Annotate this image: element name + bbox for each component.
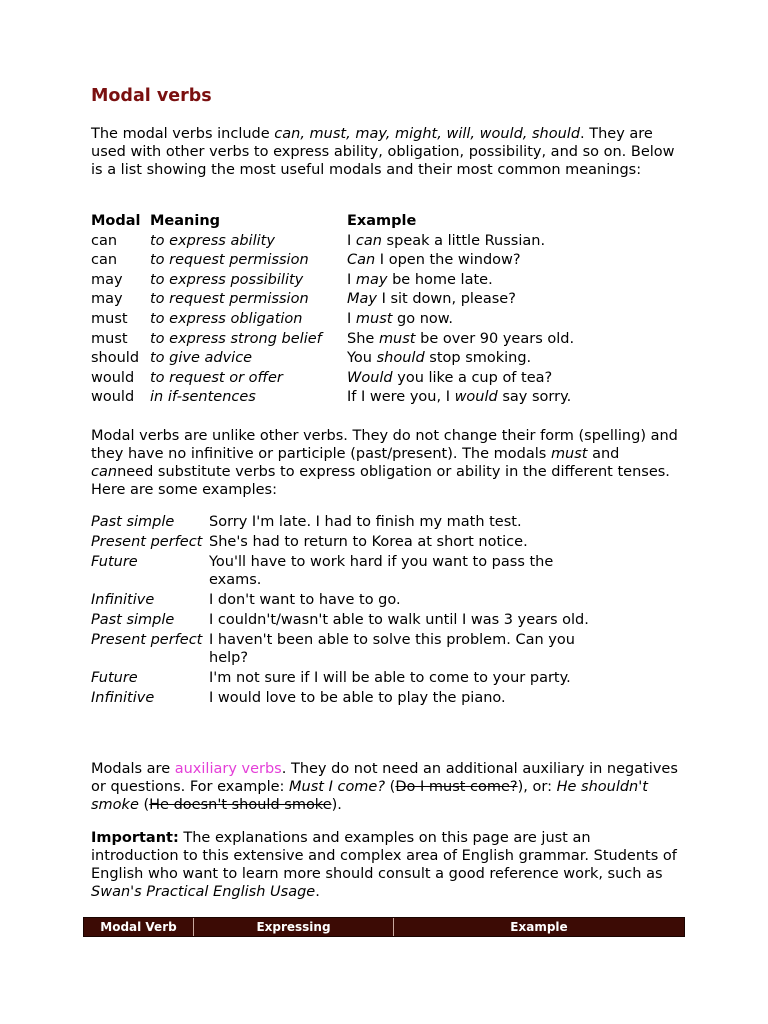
modal-table-header [89,213,577,233]
modal-table-row [89,370,577,390]
para2-text-2: need substitute verbs to express obligation or ability in the different tenses. Here are some examples: [91,464,670,498]
modal-cell: must [91,330,128,347]
tense-form-cell: Future [91,554,138,570]
header-meaning: Meaning [150,213,221,229]
auxiliary-paragraph [91,760,681,814]
example-modal: must [355,310,393,327]
example-cell [345,350,577,370]
tense-forms-table [89,513,607,709]
example-post: be home late. [387,271,493,288]
example-pre: She [347,330,379,347]
para2-text-1: Modal verbs are unlike other verbs. They do not change their form (spelling) and they have no infinitive or participle (past/present). The modals [91,428,678,462]
meaning-cell: to express obligation [150,310,303,327]
example-post: speak a little Russian. [381,232,546,249]
tense-form-row [89,591,607,611]
example-modal: Can [347,252,376,269]
tense-example-cell: She's had to return to Korea at short notice. [209,534,528,550]
example-modal: should [376,350,425,367]
tense-form-row [89,513,607,533]
example-post: I open the window? [375,252,521,269]
example-pre: I [347,232,356,249]
modal-cell: can [91,232,118,249]
tense-form-cell: Infinitive [91,690,155,706]
example-post: say sorry. [497,389,572,406]
para4-text-1: The explanations and examples on this page are just an introduction to this extensive and complex area of English grammar. Students of English who want to learn more should consult a good reference work, such as [91,830,677,882]
tense-form-cell: Present perfect [91,632,203,648]
book-title: Swan's Practical English Usage [91,884,316,900]
modal-table-row [89,389,577,409]
substitute-paragraph [91,427,681,499]
meaning-cell: in if-sentences [150,389,256,406]
meaning-cell: to give advice [150,350,253,367]
example-pre: I [347,310,356,327]
para3-wrong-2: He doesn't should smoke [149,797,332,813]
example-cell [345,311,577,331]
example-post: go now. [392,310,453,327]
tense-example-cell: I couldn't/wasn't able to walk until I was 3 years old. [209,612,589,628]
modal-cell: should [91,350,140,367]
tense-form-row [89,533,607,553]
column-expressing: Expressing [194,918,394,936]
para2-and: and [587,446,620,462]
modal-cell: may [91,271,123,288]
column-modal-verb: Modal Verb [84,918,194,936]
example-post: you like a cup of tea? [392,369,553,386]
modal-cell: must [91,310,128,327]
modal-table-row [89,252,577,272]
intro-text-2: . They are used with other verbs to express ability, obligation, possibility, and so on. Below is a list showing the most useful modals and their most common meanings: [91,126,675,178]
meaning-cell: to request permission [150,291,309,308]
para2-must: must [550,446,588,462]
tense-example-cell: You'll have to work hard if you want to pass the exams. [209,554,554,588]
example-cell [345,252,577,272]
modal-cell: would [91,369,135,386]
tense-example-cell: Sorry I'm late. I had to finish my math test. [209,514,522,530]
intro-paragraph [91,125,681,179]
example-cell [345,389,577,409]
example-cell [345,233,577,253]
para3-text-6: ). [331,797,342,813]
tense-form-row [89,553,607,591]
para3-text-1: Modals are [91,761,175,777]
example-post: stop smoking. [424,350,532,367]
example-modal: May [347,291,377,308]
modal-table-row [89,291,577,311]
example-modal: must [378,330,416,347]
modal-verb-table-header [83,917,685,937]
example-cell [345,291,577,311]
para3-text-3: ( [385,779,396,795]
column-example: Example [510,920,568,934]
intro-modal-list: can, must, may, might, will, would, should [274,126,581,142]
tense-form-row [89,631,607,669]
modal-cell: may [91,291,123,308]
header-modal: Modal [91,213,141,229]
tense-form-row [89,611,607,631]
tense-form-row [89,669,607,689]
example-modal: may [355,271,388,288]
modal-table-row [89,331,577,351]
meaning-cell: to request permission [150,252,309,269]
para3-example-1: Must I come? [289,779,386,795]
example-post: be over 90 years old. [415,330,575,347]
important-label: Important: [91,830,179,846]
modal-cell: would [91,389,135,406]
tense-example-cell: I'm not sure if I will be able to come to your party. [209,670,571,686]
modal-table-row [89,233,577,253]
header-example: Example [347,213,417,229]
modal-cell: can [91,252,118,269]
important-paragraph [91,829,681,901]
modal-table-row [89,311,577,331]
para2-can: can [91,464,118,480]
tense-form-cell: Past simple [91,612,175,628]
tense-example-cell: I don't want to have to go. [209,592,401,608]
example-modal: can [355,232,382,249]
modal-meaning-table [89,213,577,409]
tense-form-cell: Infinitive [91,592,155,608]
example-pre: If I were you, I [347,389,455,406]
para3-text-5: ( [138,797,150,813]
example-cell [345,331,577,351]
meaning-cell: to express ability [150,232,275,249]
example-modal: Would [347,369,393,386]
meaning-cell: to express strong belief [150,330,322,347]
auxiliary-verbs-link[interactable]: auxiliary verbs [174,761,282,777]
example-pre: I [347,271,356,288]
modal-table-row [89,350,577,370]
example-cell [345,370,577,390]
example-post: I sit down, please? [376,291,516,308]
tense-form-row [89,689,607,709]
para3-text-4: ), or: [517,779,557,795]
modal-table-row [89,272,577,292]
example-cell [345,272,577,292]
meaning-cell: to request or offer [150,369,283,386]
tense-form-cell: Future [91,670,138,686]
tense-form-cell: Past simple [91,514,175,530]
para3-example-2: He shouldn't smoke [91,779,648,813]
meaning-cell: to express possibility [150,271,304,288]
tense-example-cell: I haven't been able to solve this problem. Can you help? [209,632,575,666]
example-modal: would [454,389,498,406]
para4-text-2: . [315,884,320,900]
tense-form-cell: Present perfect [91,534,203,550]
intro-text-1: The modal verbs include [91,126,275,142]
example-pre: You [347,350,377,367]
para3-wrong-1: Do I must come? [395,779,518,795]
para3-text-2: . They do not need an additional auxiliary in negatives or questions. For example: [91,761,678,795]
page-title: Modal verbs [91,86,212,106]
tense-example-cell: I would love to be able to play the piano. [209,690,506,706]
